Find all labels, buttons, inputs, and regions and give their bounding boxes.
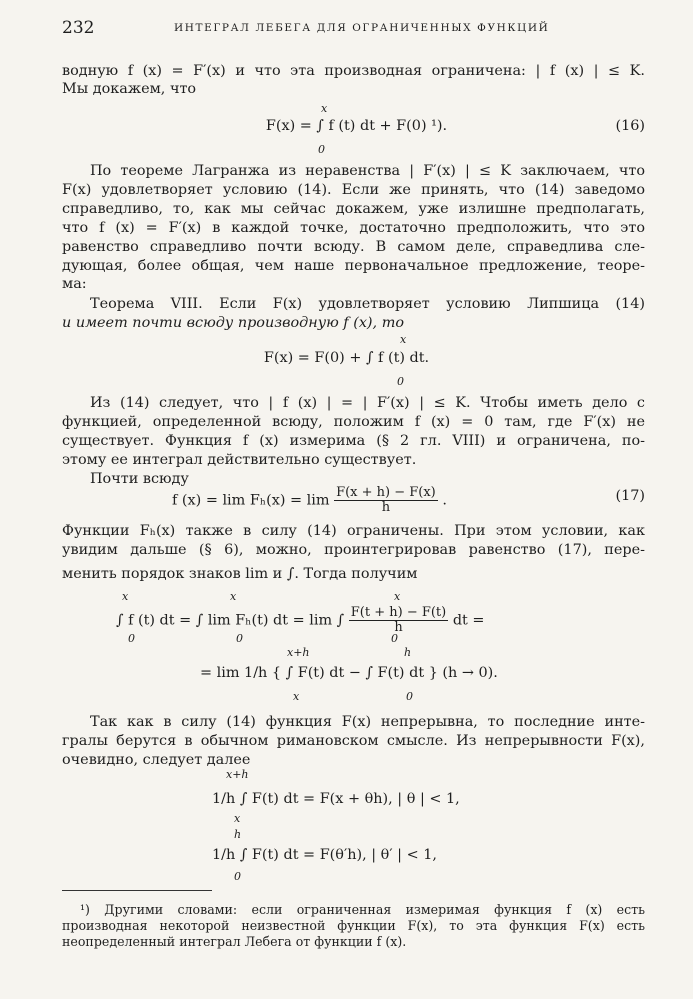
integral-upper-limit: x <box>122 590 129 603</box>
integral-lower-limit: x <box>293 690 300 703</box>
equation-interchange-tail: dt = <box>452 612 485 629</box>
text-line: существует. Функция f (x) измерима (§ 2 гл. VIII) и ограничена, по- <box>62 433 645 449</box>
theorem-heading: Теорема VIII. Если F(x) удовлетворяет условию Липшица (14) <box>90 296 645 312</box>
footnote-line: ¹) Другими словами: если ограниченная измеримая функция f (x) есть <box>80 902 645 917</box>
running-head: ИНТЕГРАЛ ЛЕБЕГА ДЛЯ ОГРАНИЧЕННЫХ ФУНКЦИЙ <box>174 22 550 34</box>
text-line: Мы докажем, что <box>62 81 197 97</box>
text-line: равенство справедливо почти всюду. В самом деле, справедлива сле- <box>62 239 645 255</box>
text-line: функцией, определенной всюду, положим f (x) = 0 там, где F′(x) не <box>62 414 645 430</box>
theorem-equation: F(x) = F(0) + ∫ f (t) dt. <box>263 350 430 366</box>
integral-upper-limit: x <box>394 590 401 603</box>
fraction-denominator: h <box>394 620 403 635</box>
text-line: этому ее интеграл действительно существует. <box>62 452 417 468</box>
text-line: Функции Fₕ(x) также в силу (14) ограничены. При этом условии, как <box>62 523 645 539</box>
integral-lower-limit: 0 <box>234 870 241 883</box>
fraction-numerator: F(t + h) − F(t) <box>350 605 447 620</box>
integral-upper-limit: x+h <box>287 646 310 659</box>
equation-difference: = lim 1/h { ∫ F(t) dt − ∫ F(t) dt } (h → 0). <box>200 665 498 681</box>
page-header <box>62 18 653 40</box>
text-line: Так как в силу (14) функция F(x) непрерывна, то последние инте- <box>90 714 645 730</box>
text-line: водную f (x) = F′(x) и что эта производная ограничена: | f (x) | ≤ K. <box>62 63 645 79</box>
equation-interchange-left: ∫ f (t) dt = ∫ lim Fₕ(t) dt = lim ∫ <box>116 612 345 629</box>
equation-16: F(x) = ∫ f (t) dt + F(0) ¹). <box>265 118 448 134</box>
footnote-rule <box>62 890 212 891</box>
integral-lower-limit: 0 <box>397 375 404 388</box>
integral-upper-limit: x+h <box>226 768 249 781</box>
integral-lower-limit: 0 <box>318 143 325 156</box>
text-line: справедливо, то, как мы сейчас докажем, уже излишне предполагать, <box>62 201 645 217</box>
text-line: увидим дальше (§ 6), можно, проинтегрировав равенство (17), пере- <box>62 542 645 558</box>
footnote-line: производная некоторой неизвестной функции F(x), то эта функция F(x) есть <box>62 918 645 933</box>
equation-17: f (x) = lim Fₕ(x) = lim $\frac{F(x + h) - F(x)}{h}$ . <box>172 485 447 515</box>
text-line: Из (14) следует, что | f (x) | = | F′(x) | ≤ K. Чтобы иметь дело с <box>90 395 645 411</box>
text-line: менить порядок знаков lim и ∫. Тогда получим <box>62 566 418 582</box>
equation-mean-value-zero: 1/h ∫ F(t) dt = F(θ′h), | θ′ | < 1, <box>212 847 437 863</box>
fraction-numerator: F(x + h) − F(x) <box>336 485 436 500</box>
fraction <box>349 606 448 635</box>
page-number: 232 <box>62 18 95 38</box>
theorem-text: и имеет почти всюду производную f (x), то <box>62 315 405 331</box>
equation-interchange <box>116 606 484 635</box>
integral-upper-limit: h <box>234 828 242 841</box>
equation-mean-value: 1/h ∫ F(t) dt = F(x + θh), | θ | < 1, <box>212 791 460 807</box>
text-line: очевидно, следует далее <box>62 752 251 768</box>
footnote-line: неопределенный интеграл Лебега от функции f (x). <box>62 934 407 949</box>
text-line: По теореме Лагранжа из неравенства | F′(x) | ≤ K заключаем, что <box>90 163 645 179</box>
fraction <box>334 486 438 515</box>
integral-lower-limit: 0 <box>236 632 243 645</box>
integral-lower-limit: 0 <box>128 632 135 645</box>
text-line: гралы берутся в обычном римановском смысле. Из непрерывности F(x), <box>62 733 645 749</box>
text-line: ма: <box>62 276 87 292</box>
integral-lower-limit: x <box>234 812 241 825</box>
integral-upper-limit: x <box>321 102 328 115</box>
equation-number: (17) <box>615 488 645 504</box>
text-line: Почти всюду <box>90 471 189 487</box>
integral-upper-limit: x <box>230 590 237 603</box>
equation-number: (16) <box>615 118 645 134</box>
integral-upper-limit: x <box>400 333 407 346</box>
integral-lower-limit: 0 <box>406 690 413 703</box>
fraction-denominator: h <box>381 500 391 515</box>
equation-17-left: f (x) = lim Fₕ(x) = lim <box>172 492 330 509</box>
text-line: F(x) удовлетворяет условию (14). Если же принять, что (14) заведомо <box>62 182 645 198</box>
integral-lower-limit: 0 <box>391 632 398 645</box>
text-line: что f (x) = F′(x) в каждой точке, достаточно предположить, что это <box>62 220 645 236</box>
integral-upper-limit: h <box>404 646 412 659</box>
text-line: дующая, более общая, чем наше первоначальное предложение, теоре- <box>62 258 645 274</box>
